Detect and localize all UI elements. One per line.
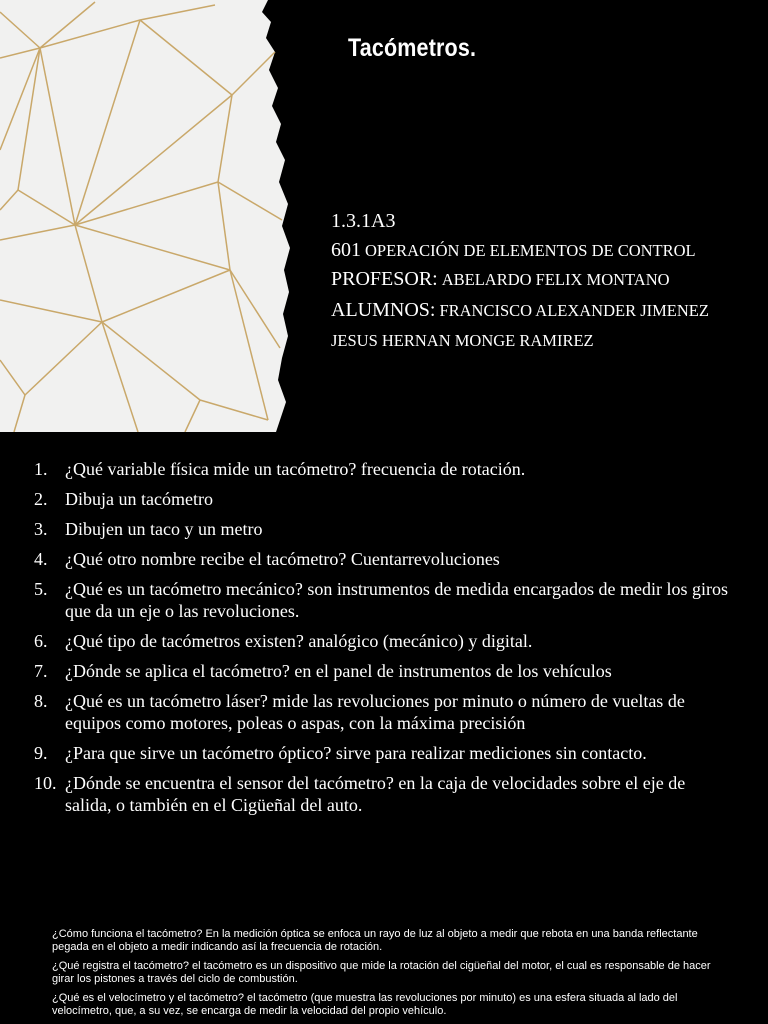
speaker-notes (52, 928, 716, 1024)
course-name: OPERACIÓN DE ELEMENTOS DE CONTROL (365, 241, 696, 260)
item-text: ¿Para que sirve un tacómetro óptico? sirve para realizar mediciones sin contacto. (65, 743, 647, 763)
alumno-name-1: FRANCISCO ALEXANDER JIMENEZ (439, 301, 709, 320)
item-number: 5. (34, 579, 48, 599)
list-item (34, 772, 734, 816)
note-paragraph: ¿Qué es el velocímetro y el tacómetro? el tacómetro (que muestra las revoluciones por minuto) es una esfera situada al lado del velocímetro, que, a su vez, se encarga de medir la velocidad del propio vehículo. (52, 992, 678, 1017)
alumnos-line (331, 300, 751, 322)
item-text: ¿Qué tipo de tacómetros existen? analógico (mecánico) y digital. (65, 631, 533, 651)
item-text: ¿Qué es un tacómetro mecánico? son instrumentos de medida encargados de medir los giros que da un eje o las revoluciones. (65, 579, 728, 621)
item-text: ¿Qué variable física mide un tacómetro? frecuencia de rotación. (65, 459, 526, 479)
course-code: 1.3.1A3 (331, 210, 396, 232)
item-text: ¿Qué otro nombre recibe el tacómetro? Cuentarrevoluciones (65, 549, 500, 569)
course-number: 601 (331, 239, 361, 261)
course-line (331, 240, 751, 262)
alumno-line-2 (331, 330, 751, 353)
item-number: 10. (34, 773, 57, 793)
item-number: 9. (34, 743, 48, 763)
list-item (34, 548, 734, 570)
note-paragraph: ¿Qué registra el tacómetro? el tacómetro es un dispositivo que mide la rotación del cigüeñal del motor, el cual es responsable de hacer girar los pistones a través del ciclo de combustión. (52, 960, 711, 985)
item-text: ¿Qué es un tacómetro láser? mide las revoluciones por minuto o número de vueltas de equipos como motores, poleas o aspas, con la máxima precisión (65, 691, 685, 733)
item-number: 2. (34, 489, 48, 509)
list-item (34, 742, 734, 764)
profesor-line (331, 268, 751, 292)
item-number: 6. (34, 631, 48, 651)
item-number: 8. (34, 691, 48, 711)
decorative-art-panel (0, 0, 290, 432)
item-text: ¿Dónde se aplica el tacómetro? en el panel de instrumentos de los vehículos (65, 661, 612, 681)
item-number: 7. (34, 661, 48, 681)
question-list (34, 458, 734, 824)
geometric-gold-pattern (0, 0, 290, 432)
list-item (34, 518, 734, 540)
course-info (331, 210, 751, 361)
list-item (34, 690, 734, 734)
list-item (34, 630, 734, 652)
alumnos-label: ALUMNOS: (331, 299, 436, 321)
profesor-name: ABELARDO FELIX MONTANO (441, 270, 670, 289)
note-paragraph: ¿Cómo funciona el tacómetro? En la medición óptica se enfoca un rayo de luz al objeto a medir que rebota en una banda reflectante pegada en el objeto a medir indicando así la frecuencia de rotación. (52, 928, 698, 953)
list-item (34, 578, 734, 622)
item-number: 1. (34, 459, 48, 479)
item-number: 3. (34, 519, 48, 539)
item-text: Dibuja un tacómetro (65, 489, 213, 509)
list-item (34, 488, 734, 510)
item-text: Dibujen un taco y un metro (65, 519, 263, 539)
item-text: ¿Dónde se encuentra el sensor del tacómetro? en la caja de velocidades sobre el eje de salida, o también en el Cigüeñal del auto. (65, 773, 686, 815)
alumno-name-2: JESUS HERNAN MONGE RAMIREZ (331, 331, 594, 350)
profesor-label: PROFESOR: (331, 268, 438, 290)
list-item (34, 660, 734, 682)
item-number: 4. (34, 549, 48, 569)
slide-title: Tacómetros. (348, 34, 477, 62)
list-item (34, 458, 734, 480)
